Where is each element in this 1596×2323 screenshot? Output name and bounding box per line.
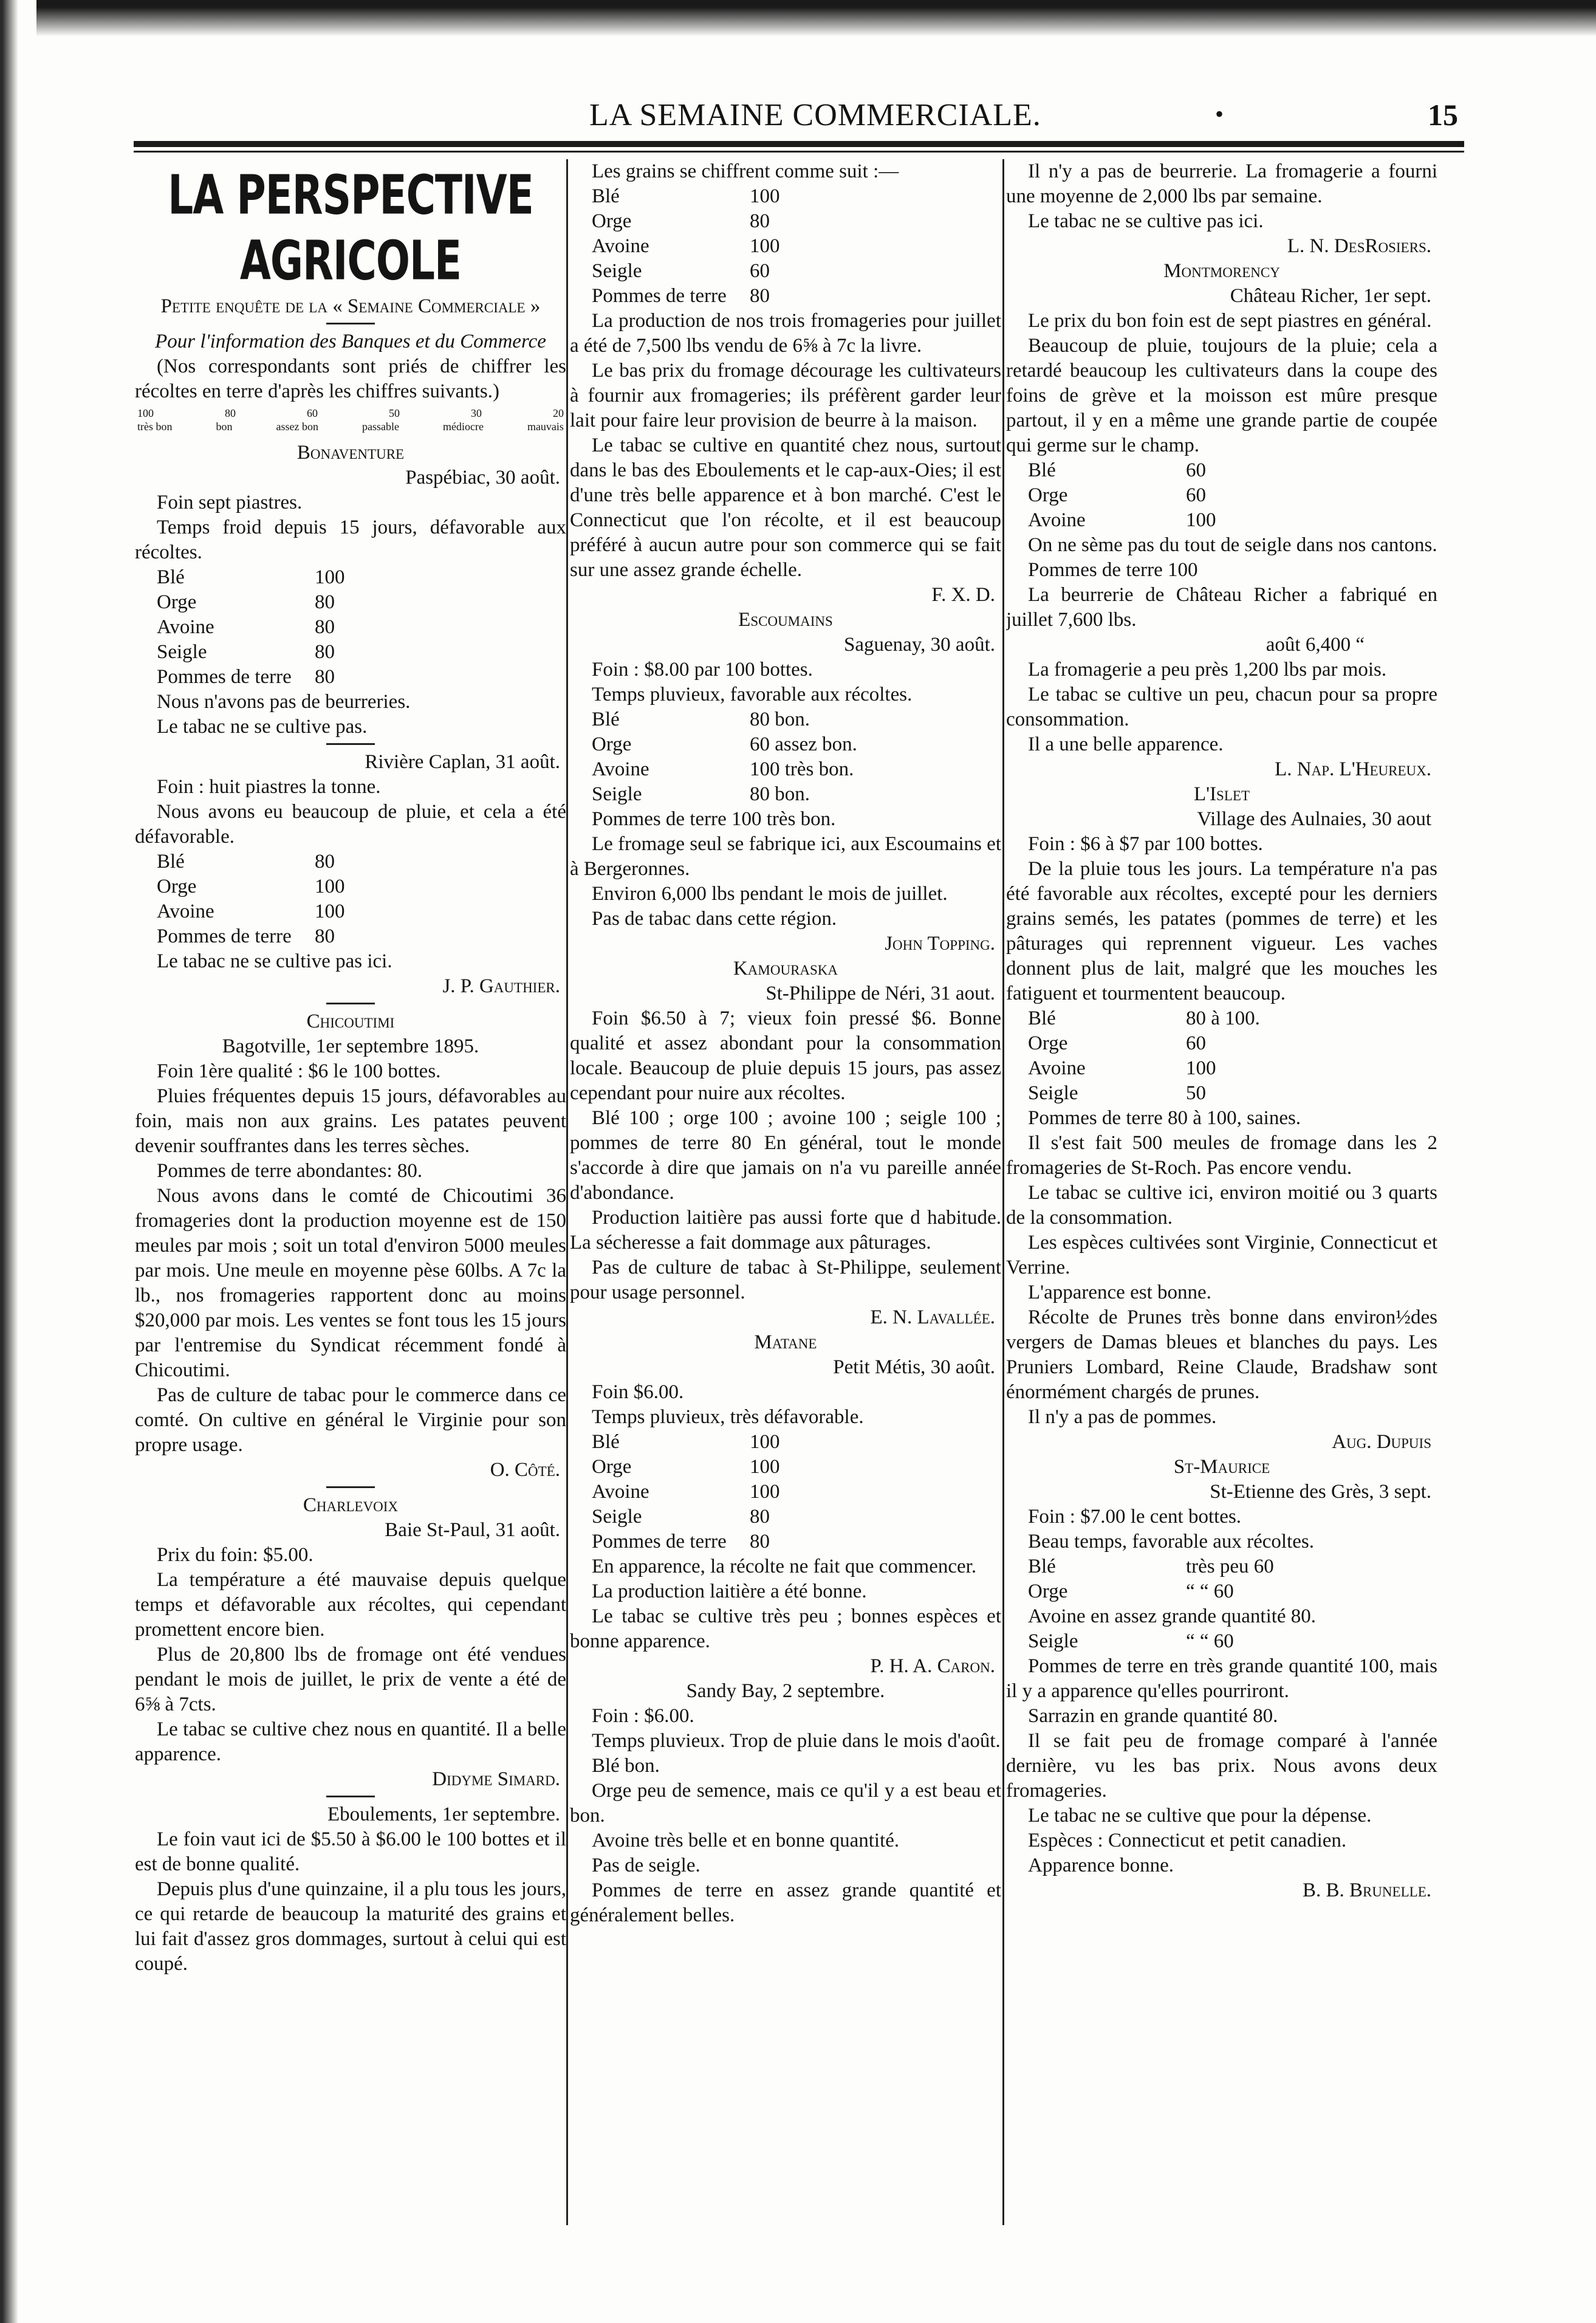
crop-row xyxy=(1006,1056,1437,1081)
page-number: 15 xyxy=(1428,98,1458,132)
place-date: Bagotville, 1er septembre 1895. xyxy=(222,1035,479,1057)
county-heading: St-Maurice xyxy=(1173,1456,1270,1478)
paragraph: Orge peu de semence, mais ce qu'il y a est beau et bon. xyxy=(570,1780,1001,1827)
rating-scale-entry: 50 xyxy=(389,407,400,419)
paragraph: Pluies fréquentes depuis 15 jours, défavorables au foin, mais non aux grains. Les patates peuvent devenir souffrantes dans les terres sèches. xyxy=(135,1085,566,1157)
paragraph: Le foin vaut ici de $5.50 à $6.00 le 100 bottes et il est de bonne qualité. xyxy=(135,1828,566,1875)
paragraph: Il s'est fait 500 meules de fromage dans les 2 fromageries de St-Roch. Pas encore vendu. xyxy=(1006,1132,1437,1179)
paragraph: Nous avons eu beaucoup de pluie, et cela a été défavorable. xyxy=(135,801,566,848)
crop-rating: 80 xyxy=(750,1531,770,1553)
paragraph: Temps froid depuis 15 jours, défavorable aux récoltes. xyxy=(135,516,566,563)
crop-row xyxy=(135,615,566,640)
paragraph: Foin sept piastres. xyxy=(157,492,303,513)
crop-rating: 100 xyxy=(315,566,345,588)
crop-row xyxy=(570,1430,1001,1455)
paragraph: La fromagerie a peu près 1,200 lbs par mois. xyxy=(1028,659,1387,681)
crop-rating: 80 xyxy=(315,641,335,663)
signature: John Topping. xyxy=(885,933,995,955)
crop-name: Seigle xyxy=(592,783,642,805)
county-heading: Bonaventure xyxy=(296,442,405,464)
divider xyxy=(326,1796,375,1797)
crop-row xyxy=(570,1529,1001,1554)
paragraph: Beau temps, favorable aux récoltes. xyxy=(1028,1531,1314,1553)
place-date: Rivière Caplan, 31 août. xyxy=(365,751,560,773)
crop-rating: 80 xyxy=(750,210,770,232)
paragraph: Le tabac ne se cultive que pour la dépense. xyxy=(1028,1805,1372,1827)
crop-row xyxy=(570,209,1001,234)
crop-name: Avoine xyxy=(592,758,649,780)
paragraph: Apparence bonne. xyxy=(1028,1855,1174,1876)
place-date: Saguenay, 30 août. xyxy=(844,634,995,656)
crop-rating: 100 xyxy=(750,185,780,207)
crop-name: Seigle xyxy=(1028,1630,1078,1652)
crop-rating: 60 xyxy=(1186,459,1206,481)
rating-scale-entry: 20 xyxy=(553,407,564,419)
county-heading: Charlevoix xyxy=(303,1494,399,1516)
crop-name: Orge xyxy=(592,733,632,755)
running-title: LA SEMAINE COMMERCIALE. xyxy=(589,98,1041,132)
crop-name: Avoine xyxy=(1028,1057,1086,1079)
crop-row xyxy=(1006,1006,1437,1031)
signature: B. B. Brunelle. xyxy=(1302,1879,1431,1901)
scan-edge-left xyxy=(0,0,36,2323)
crop-row xyxy=(1006,1579,1437,1604)
crop-row xyxy=(570,259,1001,284)
crop-list xyxy=(135,565,566,690)
paragraph: Foin : huit piastres la tonne. xyxy=(157,776,381,798)
paragraph: La beurrerie de Château Richer a fabriqué en juillet 7,600 lbs. xyxy=(1006,584,1437,631)
crop-rating: 50 xyxy=(1186,1082,1206,1104)
rating-scale xyxy=(135,407,566,433)
crop-rating: “ “ 60 xyxy=(1186,1580,1234,1602)
crop-name: Orge xyxy=(1028,484,1068,506)
crop-row xyxy=(135,924,566,949)
signature: J. P. Gauthier. xyxy=(442,975,560,997)
rating-scale-entry: 30 xyxy=(471,407,482,419)
paragraph: Depuis plus d'une quinzaine, il a plu tous les jours, ce qui retarde de beaucoup la maturité des grains et lui fait d'assez gros dommages, surtout à celui qui est coupé. xyxy=(135,1878,566,1975)
crop-name: Blé xyxy=(592,1431,620,1453)
rating-scale-numbers xyxy=(135,407,566,420)
place-date: St-Philippe de Néri, 31 aout. xyxy=(765,983,995,1004)
rating-scale-entry: 60 xyxy=(307,407,318,419)
crop-rating: 100 très bon. xyxy=(750,758,854,780)
paragraph: Le fromage seul se fabrique ici, aux Escoumains et à Bergeronnes. xyxy=(570,833,1001,880)
paragraph: Foin : $8.00 par 100 bottes. xyxy=(592,659,813,681)
rating-scale-entry: très bon xyxy=(137,420,173,433)
paragraph: Production laitière pas aussi forte que d habitude. La sécheresse a fait dommage aux pâturages. xyxy=(570,1207,1001,1254)
crop-rating: 80 xyxy=(315,616,335,638)
paragraph: Plus de 20,800 lbs de fromage ont été vendues pendant le mois de juillet, le prix de vente a été de 6⅝ à 7cts. xyxy=(135,1644,566,1715)
paragraph: De la pluie tous les jours. La température n'a pas été favorable aux récoltes, excepté pour les derniers grains semés, les patates (pommes de terre) et les pâturages qui reprennent vigueur. Les vaches donnent plus de lait, malgré que les mouches les fatiguent et tourmentent beaucoup. xyxy=(1006,858,1437,1004)
crop-row xyxy=(570,1455,1001,1480)
crop-rating: 60 xyxy=(1186,1032,1206,1054)
paragraph: Foin : $7.00 le cent bottes. xyxy=(1028,1506,1242,1528)
crop-name: Avoine xyxy=(157,901,214,922)
paragraph: Foin : $6.00. xyxy=(592,1705,694,1727)
divider xyxy=(326,1003,375,1004)
section-masthead: LA PERSPECTIVE AGRICOLE xyxy=(168,163,533,293)
signature: Didyme Simard. xyxy=(432,1768,560,1790)
crop-name: Orge xyxy=(592,1456,632,1478)
county-heading: Matane xyxy=(754,1331,817,1353)
crop-list xyxy=(1006,1554,1437,1604)
paragraph: Le tabac se cultive en quantité chez nous, surtout dans le bas des Eboulements et le cap-aux-Oies; il est d'une très belle apparence et à bon marché. C'est le Connecticut que l'on récolte, et il est beaucoup préféré à aucun autre pour son commerce qui se fait sur une assez grande échelle. xyxy=(570,434,1001,581)
divider xyxy=(326,323,375,324)
place-date: Paspébiac, 30 août. xyxy=(405,467,560,489)
paragraph: Avoine en assez grande quantité 80. xyxy=(1028,1605,1317,1627)
paragraph: Les espèces cultivées sont Virginie, Connecticut et Verrine. xyxy=(1006,1232,1437,1278)
divider xyxy=(326,743,375,745)
crop-row xyxy=(1006,1629,1437,1654)
crop-rating: 100 xyxy=(750,1456,780,1478)
place-date: Baie St-Paul, 31 août. xyxy=(385,1519,560,1541)
paragraph: Pommes de terre 80 à 100, saines. xyxy=(1028,1107,1301,1129)
rating-scale-entry: médiocre xyxy=(442,420,484,433)
paragraph: Foin $6.50 à 7; vieux foin pressé $6. Bonne qualité et assez abondant pour la consommation locale. Beaucoup de pluie depuis 15 jours, pas assez cependant pour nuire aux récoltes. xyxy=(570,1007,1001,1104)
crop-name: Seigle xyxy=(157,641,207,663)
crop-name: Pommes de terre xyxy=(592,1531,727,1553)
paragraph: Pas de tabac dans cette région. xyxy=(592,908,837,930)
crop-name: Pommes de terre xyxy=(592,285,727,307)
paragraph: Pommes de terre abondantes: 80. xyxy=(157,1160,423,1182)
place-date: Eboulements, 1er septembre. xyxy=(327,1803,560,1825)
paragraph: Sarrazin en grande quantité 80. xyxy=(1028,1705,1278,1727)
paragraph: Le tabac se cultive très peu ; bonnes espèces et bonne apparence. xyxy=(570,1605,1001,1652)
paragraph: Temps pluvieux, favorable aux récoltes. xyxy=(592,684,913,705)
paragraph: Le prix du bon foin est de sept piastres en général. xyxy=(1028,310,1432,332)
divider xyxy=(326,1486,375,1488)
crop-row xyxy=(1006,1081,1437,1106)
signature: P. H. A. Caron. xyxy=(870,1655,995,1677)
crop-rating: 80 à 100. xyxy=(1186,1007,1260,1029)
crop-name: Blé xyxy=(592,185,620,207)
paragraph: Le tabac ne se cultive pas. xyxy=(157,716,368,738)
place-date: Château Richer, 1er sept. xyxy=(1230,285,1431,307)
crop-list xyxy=(570,1430,1001,1554)
paragraph: La température a été mauvaise depuis quelque temps et défavorable aux récoltes, qui cependant promettent encore bien. xyxy=(135,1569,566,1641)
column-3 xyxy=(1006,159,1437,2249)
crop-rating: 80 xyxy=(315,925,335,947)
paragraph: Beaucoup de pluie, toujours de la pluie; cela a retardé beaucoup les cultivateurs dans la coupe des foins de grève et la moisson est mûre presque partout, il y en a même une grande partie de coupée qui germe sur le champ. xyxy=(1006,335,1437,456)
paragraph: L'apparence est bonne. xyxy=(1028,1282,1211,1303)
paragraph: Blé bon. xyxy=(592,1755,660,1777)
crop-row xyxy=(1006,1031,1437,1056)
crop-rating: 80 xyxy=(750,285,770,307)
crop-row xyxy=(135,874,566,899)
county-heading: L'Islet xyxy=(1193,783,1250,805)
crop-row xyxy=(570,234,1001,259)
paragraph: Blé 100 ; orge 100 ; avoine 100 ; seigle 100 ; pommes de terre 80 En général, tout le monde s'accorde à dire que jamais on n'a vu pareille année d'abondance. xyxy=(570,1107,1001,1204)
header-dot: • xyxy=(1215,100,1224,128)
crop-rating: 80 xyxy=(315,591,335,613)
paragraph: Il se fait peu de fromage comparé à l'année dernière, vu les bas prix. Nous avons deux fromageries. xyxy=(1006,1730,1437,1802)
paragraph: Avoine très belle et en bonne quantité. xyxy=(592,1830,900,1851)
crop-name: Blé xyxy=(1028,459,1056,481)
paragraph: Environ 6,000 lbs pendant le mois de juillet. xyxy=(592,883,948,905)
place-date: St-Etienne des Grès, 3 sept. xyxy=(1210,1481,1431,1503)
rating-scale-entry: 100 xyxy=(137,407,154,419)
paragraph: Prix du foin: $5.00. xyxy=(157,1544,313,1566)
crop-name: Orge xyxy=(157,591,197,613)
paragraph: Foin 1ère qualité : $6 le 100 bottes. xyxy=(157,1060,441,1082)
crop-rating: 100 xyxy=(750,1431,780,1453)
paragraph: Temps pluvieux. Trop de pluie dans le mois d'août. xyxy=(592,1730,1001,1752)
column-2 xyxy=(570,159,1001,2249)
place-date: Sandy Bay, 2 septembre. xyxy=(686,1680,885,1702)
paragraph: Pommes de terre en très grande quantité 100, mais il y a apparence qu'elles pourriront. xyxy=(1006,1655,1437,1702)
crop-name: Orge xyxy=(1028,1580,1068,1602)
crop-name: Orge xyxy=(592,210,632,232)
paragraph: Nous avons dans le comté de Chicoutimi 36 fromageries dont la production moyenne est de 150 meules par mois ; soit un total d'environ 5000 meules par mois. Une meule en moyenne pèse 60lbs. A 7c la lb., nos fromageries rapportent donc au moins $20,000 par mois. Les ventes se font tous les 15 jours par l'entremise du Syndicat récemment fondé à Chicoutimi. xyxy=(135,1185,566,1381)
paragraph: Pas de seigle. xyxy=(592,1855,700,1876)
crop-name: Blé xyxy=(1028,1007,1056,1029)
section-dedication: Pour l'information des Banques et du Commerce xyxy=(155,331,546,352)
crop-list xyxy=(1006,1006,1437,1106)
crop-name: Avoine xyxy=(157,616,214,638)
crop-row xyxy=(570,732,1001,757)
crop-rating: 100 xyxy=(750,1481,780,1503)
crop-list xyxy=(1006,458,1437,533)
paragraph: Les grains se chiffrent comme suit :— xyxy=(592,160,899,182)
crop-list xyxy=(570,707,1001,807)
paragraph: Espèces : Connecticut et petit canadien. xyxy=(1028,1830,1347,1851)
crop-row xyxy=(135,590,566,615)
crop-row xyxy=(570,707,1001,732)
crop-row xyxy=(1006,1554,1437,1579)
crop-name: Blé xyxy=(157,851,185,873)
crop-name: Avoine xyxy=(592,1481,649,1503)
paragraph: Il n'y a pas de pommes. xyxy=(1028,1406,1217,1428)
crop-name: Blé xyxy=(592,709,620,730)
crop-name: Blé xyxy=(1028,1556,1056,1577)
crop-name: Avoine xyxy=(1028,509,1086,531)
crop-name: Seigle xyxy=(592,1506,642,1528)
crop-name: Orge xyxy=(1028,1032,1068,1054)
crop-rating: très peu 60 xyxy=(1186,1556,1274,1577)
rating-scale-entry: mauvais xyxy=(527,420,564,433)
rating-scale-words xyxy=(135,420,566,433)
crop-row xyxy=(570,1480,1001,1505)
signature: O. Côté. xyxy=(490,1459,560,1481)
signature: E. N. Lavallée. xyxy=(870,1306,995,1328)
crop-rating: “ “ 60 xyxy=(1186,1630,1234,1652)
crop-name: Blé xyxy=(157,566,185,588)
page-header xyxy=(140,91,1464,146)
paragraph: La production laitière a été bonne. xyxy=(592,1580,867,1602)
paragraph: On ne sème pas du tout de seigle dans nos cantons. xyxy=(1028,534,1437,556)
signature: F. X. D. xyxy=(931,584,995,606)
paragraph: Pommes de terre en assez grande quantité et généralement belles. xyxy=(570,1879,1001,1926)
scan-edge-top xyxy=(0,0,1596,36)
paragraph: Nous n'avons pas de beurreries. xyxy=(157,691,411,713)
intro-text: (Nos correspondants sont priés de chiffrer les récoltes en terre d'après les chiffres suivants.) xyxy=(135,355,566,402)
paragraph: Le tabac se cultive chez nous en quantité. Il a belle apparence. xyxy=(135,1718,566,1765)
paragraph: La production de nos trois fromageries pour juillet a été de 7,500 lbs vendu de 6⅝ à 7c la livre. xyxy=(570,310,1001,357)
crop-rating: 100 xyxy=(315,876,345,897)
crop-rating: 80 xyxy=(750,1506,770,1528)
column-1 xyxy=(135,159,566,2249)
signature: L. Nap. L'Heureux. xyxy=(1275,758,1431,780)
crop-rating: 80 xyxy=(315,666,335,688)
paragraph: Le tabac ne se cultive pas ici. xyxy=(1028,210,1264,232)
crop-name: Seigle xyxy=(592,260,642,282)
crop-row xyxy=(135,899,566,924)
crop-rating: 100 xyxy=(1186,509,1216,531)
paragraph: Pas de culture de tabac à St-Philippe, seulement pour usage personnel. xyxy=(570,1257,1001,1303)
crop-row xyxy=(135,640,566,665)
crop-rating: 80 bon. xyxy=(750,709,810,730)
crop-row xyxy=(135,849,566,874)
paragraph: Le tabac se cultive ici, environ moitié ou 3 quarts de la consommation. xyxy=(1006,1182,1437,1229)
rating-scale-entry: assez bon xyxy=(276,420,318,433)
crop-row xyxy=(570,757,1001,782)
paragraph: Pommes de terre 100 xyxy=(1028,559,1198,581)
crop-list xyxy=(135,849,566,949)
crop-rating: 100 xyxy=(315,901,345,922)
crop-rating: 60 assez bon. xyxy=(750,733,857,755)
section-subtitle: Petite enquête de la « Semaine Commerciale » xyxy=(160,295,541,317)
column-separator xyxy=(566,159,568,2225)
rating-scale-entry: passable xyxy=(361,420,399,433)
header-rule-thick xyxy=(134,141,1464,147)
crop-row xyxy=(570,782,1001,807)
county-heading: Kamouraska xyxy=(733,958,838,980)
crop-rating: 60 xyxy=(750,260,770,282)
paragraph: Pommes de terre 100 très bon. xyxy=(592,808,836,830)
rating-scale-entry: bon xyxy=(216,420,233,433)
crop-name: Pommes de terre xyxy=(157,925,292,947)
place-date: Petit Métis, 30 août. xyxy=(833,1356,995,1378)
paragraph: août 6,400 “ xyxy=(1265,634,1365,656)
place-date: Village des Aulnaies, 30 aout xyxy=(1197,808,1431,830)
column-separator xyxy=(1002,159,1004,2225)
paragraph: En apparence, la récolte ne fait que commencer. xyxy=(592,1556,977,1577)
county-heading: Escoumains xyxy=(738,609,833,631)
paragraph: Foin $6.00. xyxy=(592,1381,684,1403)
paragraph: Temps pluvieux, très défavorable. xyxy=(592,1406,864,1428)
rating-scale-entry: 80 xyxy=(225,407,236,419)
paragraph: Récolte de Prunes très bonne dans environ½des vergers de Damas bleues et blanches du pays. Les Pruniers Lombard, Reine Claude, Bradshaw sont énormément chargés de prunes. xyxy=(1006,1306,1437,1403)
signature: L. N. DesRosiers. xyxy=(1287,235,1431,257)
county-heading: Chicoutimi xyxy=(306,1011,395,1032)
crop-name: Orge xyxy=(157,876,197,897)
crop-row xyxy=(135,665,566,690)
signature: Aug. Dupuis xyxy=(1332,1431,1431,1453)
crop-list xyxy=(570,184,1001,309)
crop-row xyxy=(1006,458,1437,483)
crop-rating: 60 xyxy=(1186,484,1206,506)
crop-name: Pommes de terre xyxy=(157,666,292,688)
paragraph: Le bas prix du fromage décourage les cultivateurs à fournir aux fromageries; ils préfèrent garder leur lait pour faire leur provision de beurre à la maison. xyxy=(570,360,1001,431)
paragraph: Foin : $6 à $7 par 100 bottes. xyxy=(1028,833,1263,855)
crop-rating: 100 xyxy=(1186,1057,1216,1079)
crop-list xyxy=(1006,1629,1437,1654)
crop-row xyxy=(1006,508,1437,533)
paragraph: Il a une belle apparence. xyxy=(1028,733,1224,755)
crop-row xyxy=(570,1505,1001,1529)
paragraph: Le tabac se cultive un peu, chacun pour sa propre consommation. xyxy=(1006,684,1437,730)
crop-row xyxy=(570,184,1001,209)
header-rule-thin xyxy=(134,151,1464,153)
crop-row xyxy=(570,284,1001,309)
paragraph: Il n'y a pas de beurrerie. La fromagerie a fourni une moyenne de 2,000 lbs par semaine. xyxy=(1006,160,1437,207)
crop-rating: 100 xyxy=(750,235,780,257)
crop-row xyxy=(1006,483,1437,508)
crop-name: Avoine xyxy=(592,235,649,257)
crop-rating: 80 xyxy=(315,851,335,873)
paragraph: Le tabac ne se cultive pas ici. xyxy=(157,950,392,972)
crop-name: Seigle xyxy=(1028,1082,1078,1104)
county-heading: Montmorency xyxy=(1163,260,1280,282)
crop-rating: 80 bon. xyxy=(750,783,810,805)
paragraph: Pas de culture de tabac pour le commerce dans ce comté. On cultive en général le Virginie pour son propre usage. xyxy=(135,1384,566,1456)
crop-row xyxy=(135,565,566,590)
